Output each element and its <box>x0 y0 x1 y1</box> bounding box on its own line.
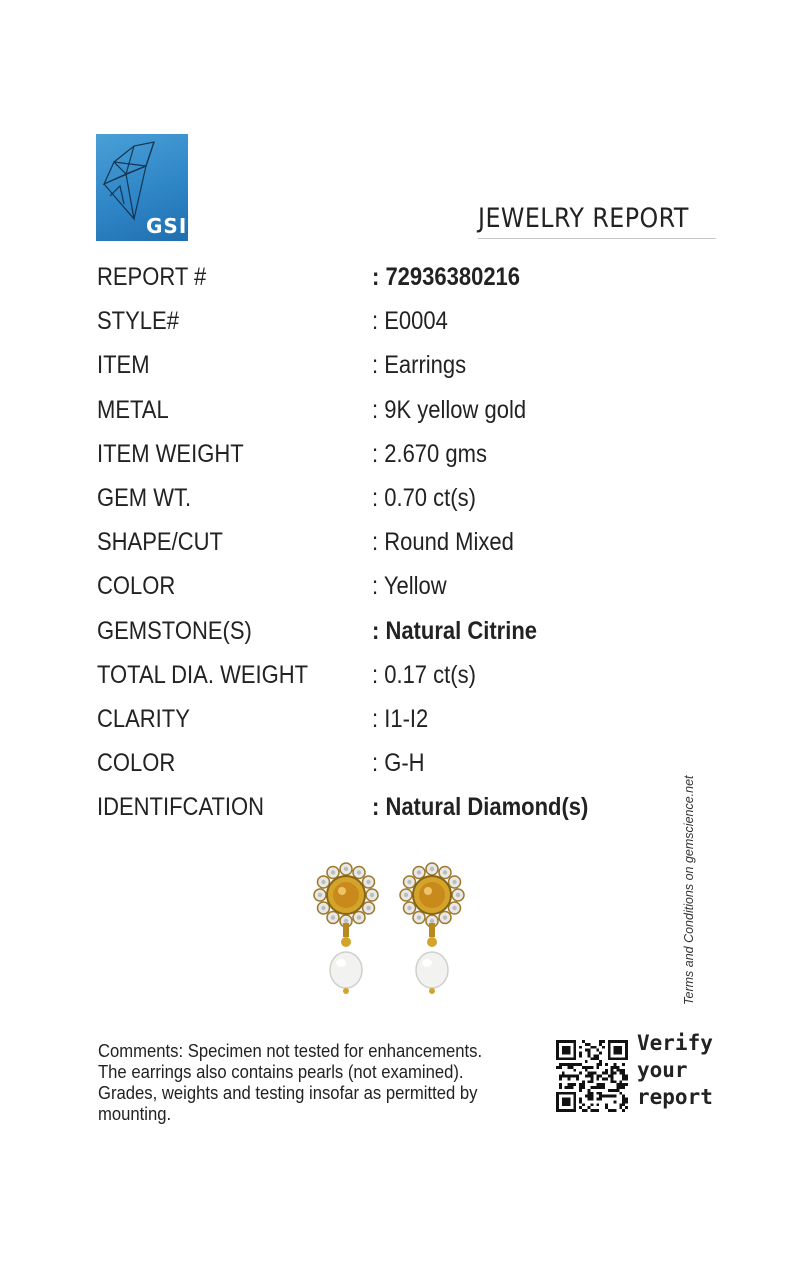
logo-text: GSI <box>146 214 188 238</box>
terms-and-conditions: Terms and Conditions on gemscience.net <box>682 775 696 1005</box>
report-row <box>97 522 717 566</box>
report-row <box>97 655 717 699</box>
title-divider <box>478 238 716 239</box>
earrings-photo <box>300 850 480 1000</box>
gsi-logo <box>96 134 188 241</box>
field-label: CLARITY <box>97 704 190 733</box>
verify-line-1: Verify <box>637 1031 713 1055</box>
field-label: STYLE# <box>97 307 179 336</box>
field-label: REPORT # <box>97 263 207 291</box>
field-value: : G-H <box>372 749 425 778</box>
field-value: : I1-I2 <box>372 704 429 733</box>
field-label: ITEM WEIGHT <box>97 439 244 468</box>
field-label: COLOR <box>97 572 176 601</box>
field-label: GEMSTONE(S) <box>97 616 252 645</box>
report-row <box>97 743 717 787</box>
report-row <box>97 699 717 743</box>
field-value: : Round Mixed <box>372 528 514 557</box>
field-label: METAL <box>97 395 169 424</box>
field-value: : 0.70 ct(s) <box>372 483 476 512</box>
field-label: COLOR <box>97 749 176 778</box>
verify-line-3: report <box>637 1085 713 1109</box>
field-label: GEM WT. <box>97 483 192 512</box>
report-row <box>97 434 717 478</box>
field-value: : Natural Diamond(s) <box>372 793 589 822</box>
report-row <box>97 301 717 345</box>
report-row <box>97 257 717 301</box>
report-row <box>97 345 717 389</box>
verify-line-2: your <box>637 1058 688 1082</box>
comments-text: Comments: Specimen not tested for enhancements. The earrings also contains pearls (not examined). Grades, weights and testing insofar as permitted by mounting. <box>98 1040 483 1124</box>
field-value: : 72936380216 <box>372 263 521 291</box>
report-row <box>97 566 717 610</box>
field-label: IDENTIFCATION <box>97 793 265 822</box>
field-label: SHAPE/CUT <box>97 528 223 557</box>
field-value: : 2.670 gms <box>372 439 487 468</box>
report-details <box>97 257 717 831</box>
field-value: : E0004 <box>372 307 448 336</box>
field-value: : Earrings <box>372 351 467 380</box>
qr-code-icon[interactable] <box>556 1040 628 1112</box>
report-row <box>97 390 717 434</box>
field-value: : 0.17 ct(s) <box>372 660 476 689</box>
field-label: TOTAL DIA. WEIGHT <box>97 660 309 689</box>
field-value: : 9K yellow gold <box>372 395 527 424</box>
report-title: JEWELRY REPORT <box>478 203 689 234</box>
field-value: : Natural Citrine <box>372 616 538 645</box>
report-row <box>97 787 717 831</box>
verify-report-link[interactable] <box>637 1030 713 1111</box>
field-value: : Yellow <box>372 572 447 601</box>
field-label: ITEM <box>97 351 150 380</box>
report-row <box>97 611 717 655</box>
report-row <box>97 478 717 522</box>
